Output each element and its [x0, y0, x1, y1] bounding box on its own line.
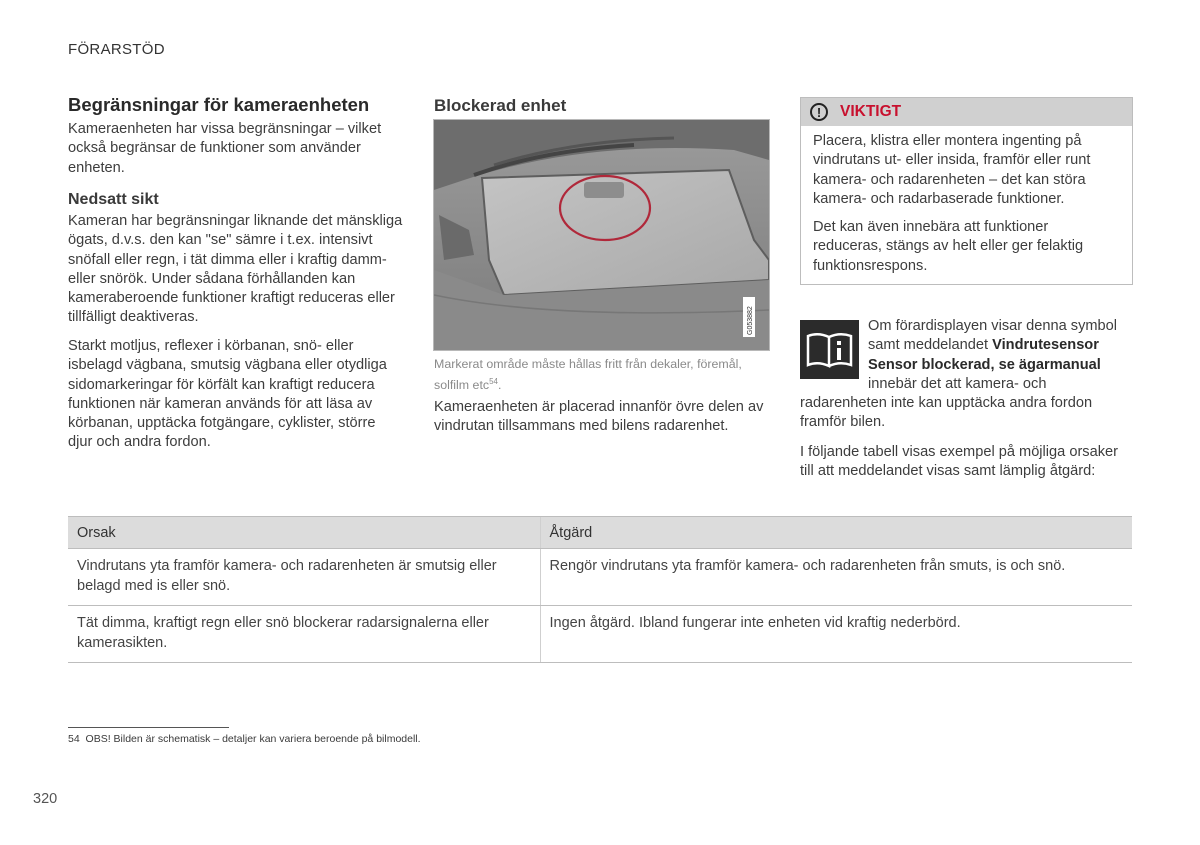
footnote-divider [68, 727, 229, 728]
running-header: FÖRARSTÖD [68, 41, 165, 58]
image-code: G053882 [747, 306, 754, 335]
display-message: Vindrutesensor Sensor blockerad, se ägarmanual [868, 337, 1101, 373]
important-notice [800, 97, 1133, 285]
notice-body [801, 126, 1132, 276]
info-text-after: innebär det att kamera- och radarenheten inte kan upptäcka andra fordon framför bilen. [800, 375, 1093, 431]
notice-paragraph-2: Det kan även innebära att funktioner reduceras, stängs av helt eller ger felaktig funktionsrespons. [813, 219, 1084, 274]
cell-action: Rengör vindrutans yta framför kamera- och radarenheten från smuts, is och snö. [540, 549, 1132, 606]
camera-unit [584, 182, 624, 198]
causes-table [68, 516, 1132, 663]
backlight-paragraph: Starkt motljus, reflexer i körbanan, snö- eller isbelagd vägbana, smutsig vägbana eller otydliga sidomarkeringar för körfält kan kraftigt reducera funktionen när kameran används för att läsa av körbanan, upptäcka fotgängare, cyklister, större djur och andra fordon. [68, 338, 387, 451]
cell-action: Ingen åtgärd. Ibland fungerar inte enheten vid kraftig nederbörd. [540, 606, 1132, 663]
column-header-action: Åtgärd [540, 517, 1132, 549]
notice-title: VIKTIGT [840, 103, 902, 120]
exclamation-icon: ! [810, 103, 828, 121]
caption-text: Markerat område måste hållas fritt från dekaler, föremål, solfilm etc [434, 357, 742, 393]
column-header-cause: Orsak [68, 517, 540, 549]
cell-cause: Vindrutans yta framför kamera- och radarenheten är smutsig eller belagd med is eller snö. [68, 549, 540, 606]
subheading-reduced-visibility: Nedsatt sikt [68, 191, 159, 208]
table-row [68, 606, 1132, 663]
footnote [68, 733, 421, 745]
table-row [68, 549, 1132, 606]
intro-paragraph: Kameraenheten har vissa begränsningar – vilket också begränsar de funktioner som använder enheten. [68, 121, 382, 176]
cell-cause: Tät dimma, kraftigt regn eller snö blockerar radarsignalerna eller kamerasikten. [68, 606, 540, 663]
placement-paragraph: Kameraenheten är placerad innanför övre delen av vindrutan tillsammans med bilens radarenhet. [434, 399, 764, 435]
footnote-number: 54 [68, 733, 80, 745]
section-title: Begränsningar för kameraenheten [68, 94, 370, 115]
page-number: 320 [33, 791, 58, 807]
visibility-paragraph: Kameran har begränsningar liknande det mänskliga ögats, d.v.s. den kan "se" sämre i t.ex. intensivt snöfall eller regn, i tät dimma eller i kraftig damm- eller snörök. Under sådana förhållanden kan kameraberoende funktioner kraftigt reduceras eller tillfälligt deaktiveras. [68, 213, 403, 326]
notice-paragraph-1: Placera, klistra eller montera ingenting på vindrutans ut- eller insida, framför eller runt kamera- och radarenheten – det kan störa kamera- och radarbaserade funktioner. [813, 133, 1091, 207]
windshield-graphic [434, 120, 769, 350]
table-intro: I följande tabell visas exempel på möjliga orsaker till att meddelandet visas samt lämplig åtgärd: [800, 444, 1118, 480]
footnote-text: OBS! Bilden är schematisk – detaljer kan variera beroende på bilmodell. [85, 733, 421, 745]
footnote-reference: 54 [489, 377, 498, 386]
windshield-illustration [433, 119, 770, 351]
info-text-before: Om förardisplayen visar denna symbol samt meddelandet [868, 318, 1118, 354]
subheading-blocked-unit: Blockerad enhet [434, 96, 567, 115]
image-caption: Markerat område måste hållas fritt från dekaler, föremål, solfilm etc$^{54}$. [434, 357, 742, 393]
notice-header [801, 98, 1132, 126]
info-paragraph [800, 317, 1131, 433]
